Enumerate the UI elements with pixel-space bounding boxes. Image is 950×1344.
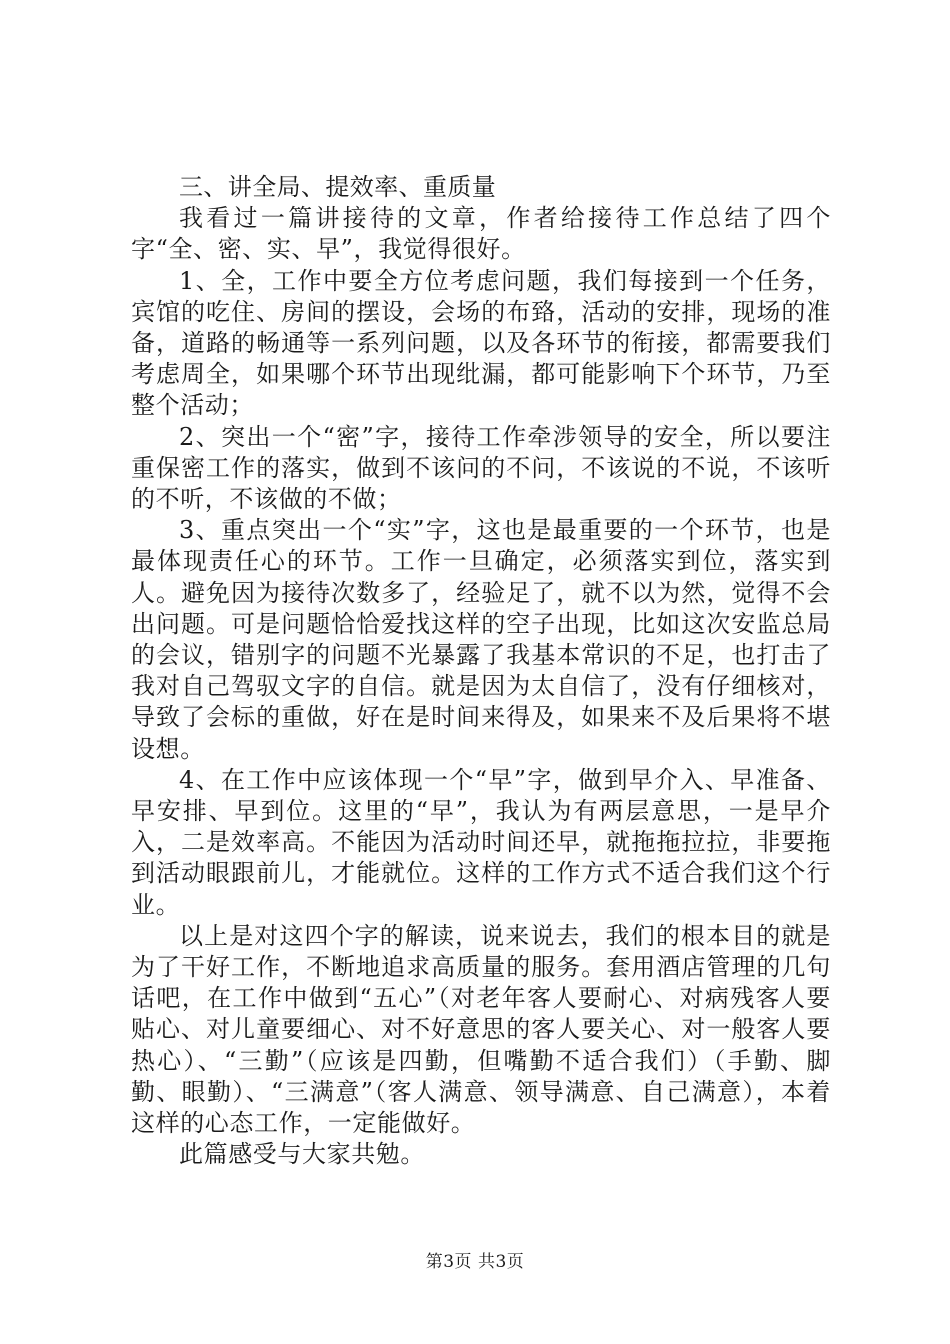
paragraph-point-1: 1、全，工作中要全方位考虑问题，我们每接到一个任务，宾馆的吃住、房间的摆设，会场的布臵，活动的安排，现场的准备，道路的畅通等一系列问题，以及各环节的衔接，都需要我们考虑周全，如果哪个环节出现纰漏，都可能影响下个环节，乃至整个活动； (131, 266, 831, 420)
paragraph-point-3: 3、重点突出一个“实”字，这也是最重要的一个环节，也是最体现责任心的环节。工作一旦确定，必须落实到位，落实到人。避免因为接待次数多了，经验足了，就不以为然，觉得不会出问题。可是问题恰恰爱找这样的空子出现，比如这次安监总局的会议，错别字的问题不光暴露了我基本常识的不足，也打击了我对自己驾驭文字的自信。就是因为太自信了，没有仔细核对，导致了会标的重做，好在是时间来得及，如果来不及后果将不堪设想。 (131, 516, 831, 763)
document-body (131, 172, 831, 1171)
paragraph-closing: 此篇感受与大家共勉。 (179, 1140, 425, 1169)
section-heading: 三、讲全局、提效率、重质量 (179, 173, 497, 201)
paragraph-intro: 我看过一篇讲接待的文章，作者给接待工作总结了四个字“全、密、实、早”，我觉得很好。 (131, 204, 831, 264)
paragraph-point-2: 2、突出一个“密”字，接待工作牵涉领导的安全，所以要注重保密工作的落实，做到不该问的不问，不该说的不说，不该听的不听，不该做的不做； (131, 422, 831, 514)
page-number: 第3页 共3页 (425, 1252, 525, 1272)
paragraph-summary: 以上是对这四个字的解读，说来说去，我们的根本目的就是为了干好工作，不断地追求高质量的服务。套用酒店管理的几句话吧，在工作中做到“五心”（对老年客人要耐心、对病残客人要贴心、对儿童要细心、对不好意思的客人要关心、对一般客人要热心）、“三勤”（应该是四勤，但嘴勤不适合我们）（手勤、脚勤、眼勤）、“三满意”（客人满意、领导满意、自己满意），本着这样的心态工作，一定能做好。 (131, 921, 831, 1138)
paragraph-point-4: 4、在工作中应该体现一个“早”字，做到早介入、早准备、早安排、早到位。这里的“早”，我认为有两层意思，一是早介入，二是效率高。不能因为活动时间还早，就拖拖拉拉，非要拖到活动眼跟前儿，才能就位。这样的工作方式不适合我们这个行业。 (131, 765, 831, 919)
